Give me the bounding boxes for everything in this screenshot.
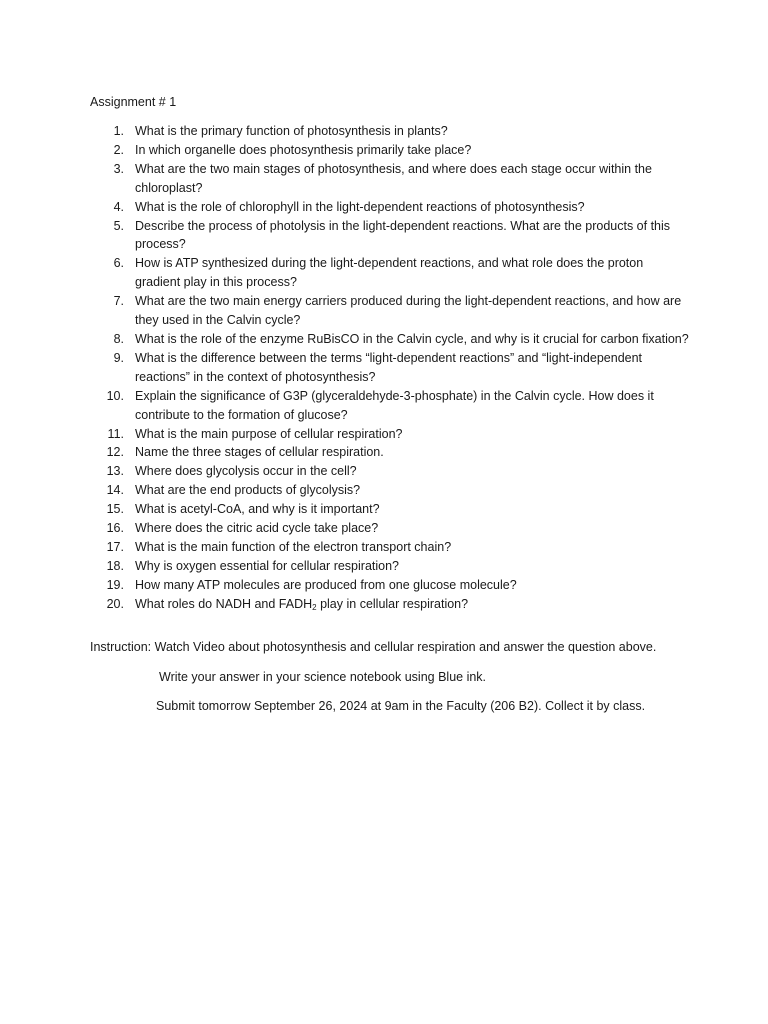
question-text: Explain the significance of G3P (glyceraldehyde-3-phosphate) in the Calvin cycle. How does it contribute to the formation of glucose? xyxy=(135,388,654,422)
assignment-title: Assignment # 1 xyxy=(90,95,177,109)
question-text: What is the role of chlorophyll in the light-dependent reactions of photosynthesis? xyxy=(135,199,585,214)
question-item xyxy=(90,576,690,595)
instruction-text: Instruction: Watch Video about photosynthesis and cellular respiration and answer the question above. xyxy=(90,640,657,654)
question-number: 6. xyxy=(113,256,124,271)
question-number: 4. xyxy=(113,199,124,214)
question-text-part: What roles do NADH and FADH xyxy=(135,596,313,611)
question-item xyxy=(90,500,690,519)
question-item xyxy=(90,254,690,292)
question-list xyxy=(90,122,690,614)
question-number: 17. xyxy=(106,539,124,554)
question-number: 2. xyxy=(113,142,124,157)
question-item xyxy=(90,557,690,576)
question-text: What is the role of the enzyme RuBisCO in the Calvin cycle, and why is it crucial for carbon fixation? xyxy=(135,331,689,346)
question-item xyxy=(90,519,690,538)
question-item xyxy=(90,425,690,444)
question-item xyxy=(90,141,690,160)
question-text: Where does glycolysis occur in the cell? xyxy=(135,464,357,479)
question-text: In which organelle does photosynthesis primarily take place? xyxy=(135,142,472,157)
question-number: 20. xyxy=(106,596,124,611)
question-item xyxy=(90,330,690,349)
question-text: What is the main purpose of cellular respiration? xyxy=(135,426,403,441)
question-number: 15. xyxy=(106,502,124,517)
subscript-text: 2 xyxy=(312,602,317,612)
question-text: How is ATP synthesized during the light-dependent reactions, and what role does the proton gradient play in this process? xyxy=(135,256,644,290)
question-number: 11. xyxy=(107,426,124,441)
question-number: 19. xyxy=(106,577,124,592)
question-number: 7. xyxy=(113,294,124,309)
question-text: What is acetyl-CoA, and why is it important? xyxy=(135,502,380,517)
question-text: What are the end products of glycolysis? xyxy=(135,483,361,498)
question-item xyxy=(90,122,690,141)
question-number: 18. xyxy=(106,558,124,573)
question-number: 9. xyxy=(113,350,124,365)
question-text: What are the two main energy carriers produced during the light-dependent reactions, and how are they used in the Calvin cycle? xyxy=(135,294,682,328)
question-number: 12. xyxy=(106,445,124,460)
question-item xyxy=(90,292,690,330)
question-number: 5. xyxy=(113,218,124,233)
submission-note: Submit tomorrow September 26, 2024 at 9am in the Faculty (206 B2). Collect it by class. xyxy=(156,699,646,713)
question-number: 10. xyxy=(106,388,124,403)
question-number: 16. xyxy=(106,521,124,536)
question-item xyxy=(90,443,690,462)
question-number: 14. xyxy=(106,483,124,498)
question-item xyxy=(90,595,690,614)
question-number: 3. xyxy=(113,161,124,176)
question-item xyxy=(90,387,690,425)
question-item xyxy=(90,198,690,217)
question-number: 13. xyxy=(106,464,124,479)
question-text: What is the primary function of photosynthesis in plants? xyxy=(135,124,448,138)
question-item xyxy=(90,217,690,255)
question-text xyxy=(135,597,468,611)
question-text: What is the difference between the terms “light-dependent reactions” and “light-independent reactions” in the context of photosynthesis? xyxy=(135,350,643,384)
question-number: 8. xyxy=(113,331,124,346)
question-item xyxy=(90,160,690,198)
question-text: Why is oxygen essential for cellular respiration? xyxy=(135,558,400,573)
question-item xyxy=(90,481,690,500)
question-text: Name the three stages of cellular respiration. xyxy=(135,445,384,460)
question-item xyxy=(90,538,690,557)
question-text: How many ATP molecules are produced from one glucose molecule? xyxy=(135,577,517,592)
question-item xyxy=(90,462,690,481)
question-text-part: play in cellular respiration? xyxy=(316,596,469,611)
question-text: Where does the citric acid cycle take place? xyxy=(135,521,379,536)
question-item xyxy=(90,349,690,387)
question-text: Describe the process of photolysis in the light-dependent reactions. What are the products of this process? xyxy=(135,218,671,252)
notebook-note: Write your answer in your science notebook using Blue ink. xyxy=(159,670,487,684)
question-text: What are the two main stages of photosynthesis, and where does each stage occur within the chloroplast? xyxy=(135,161,652,195)
question-text: What is the main function of the electron transport chain? xyxy=(135,539,452,554)
question-number: 1. xyxy=(113,124,124,138)
